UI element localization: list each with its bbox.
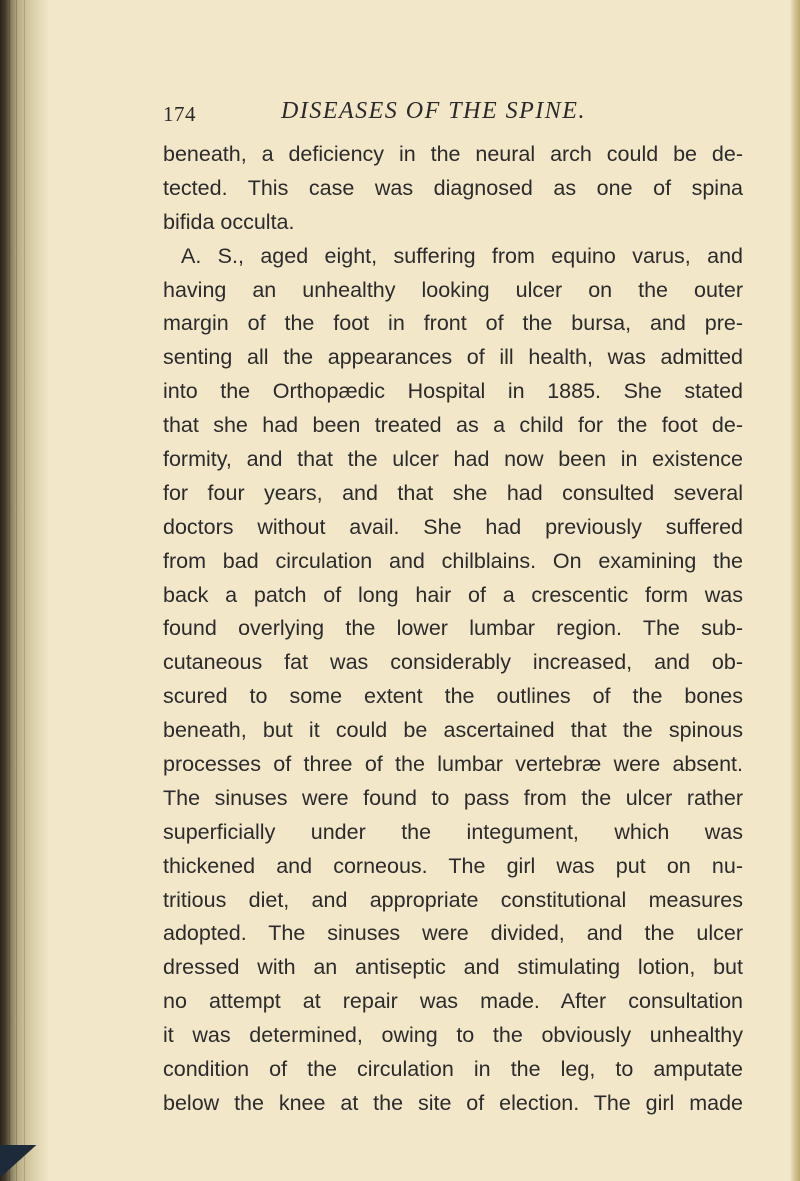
text-line: margin of the foot in front of the bursa, and pre- <box>163 311 743 336</box>
text-line: doctors without avail. She had previously suffered <box>163 514 743 539</box>
text-line: it was determined, owing to the obviously unhealthy <box>163 1023 743 1048</box>
text-line: scured to some extent the outlines of the bones <box>163 684 743 709</box>
text-line: tritious diet, and appropriate constitutional measures <box>163 887 743 912</box>
text-line: no attempt at repair was made. After consultation <box>163 989 743 1014</box>
text-line: for four years, and that she had consulted several <box>163 480 743 505</box>
text-line: from bad circulation and chilblains. On examining the <box>163 548 743 573</box>
page-number: 174 <box>163 102 196 126</box>
page-header <box>163 98 743 132</box>
binding-line <box>9 0 10 1181</box>
text-line: condition of the circulation in the leg, to amputate <box>163 1057 743 1082</box>
text-line: adopted. The sinuses were divided, and the ulcer <box>163 921 743 946</box>
text-line: The sinuses were found to pass from the ulcer rather <box>163 785 743 810</box>
text-line: found overlying the lower lumbar region. The sub- <box>163 616 743 641</box>
body-text <box>163 138 743 1121</box>
text-line: back a patch of long hair of a crescentic form was <box>163 582 743 607</box>
book-binding <box>0 0 48 1181</box>
running-head: DISEASES OF THE SPINE. <box>281 98 586 124</box>
text-line: that she had been treated as a child for the foot de- <box>163 413 743 438</box>
text-line: tected. This case was diagnosed as one of spina <box>163 175 743 200</box>
text-line: into the Orthopædic Hospital in 1885. She stated <box>163 379 743 404</box>
text-line: formity, and that the ulcer had now been in existence <box>163 447 743 472</box>
text-line: beneath, a deficiency in the neural arch could be de- <box>163 142 743 166</box>
text-line: processes of three of the lumbar vertebræ were absent. <box>163 752 743 777</box>
text-line: dressed with an antiseptic and stimulating lotion, but <box>163 955 743 980</box>
text-line: beneath, but it could be ascertained that the spinous <box>163 718 743 743</box>
binding-corner <box>0 1145 40 1181</box>
binding-line <box>16 0 17 1181</box>
text-line: senting all the appearances of ill health, was admitted <box>163 345 743 370</box>
text-line: bifida occulta. <box>163 209 295 234</box>
text-line: cutaneous fat was considerably increased, and ob- <box>163 650 743 675</box>
text-line: below the knee at the site of election. The girl made <box>163 1090 743 1115</box>
page-edge <box>790 0 800 1181</box>
text-line: thickened and corneous. The girl was put on nu- <box>163 853 743 878</box>
text-line: superficially under the integument, which was <box>163 819 743 844</box>
text-line: having an unhealthy looking ulcer on the outer <box>163 277 743 302</box>
text-line: A. S., aged eight, suffering from equino varus, and <box>181 243 743 268</box>
binding-line <box>24 0 25 1181</box>
